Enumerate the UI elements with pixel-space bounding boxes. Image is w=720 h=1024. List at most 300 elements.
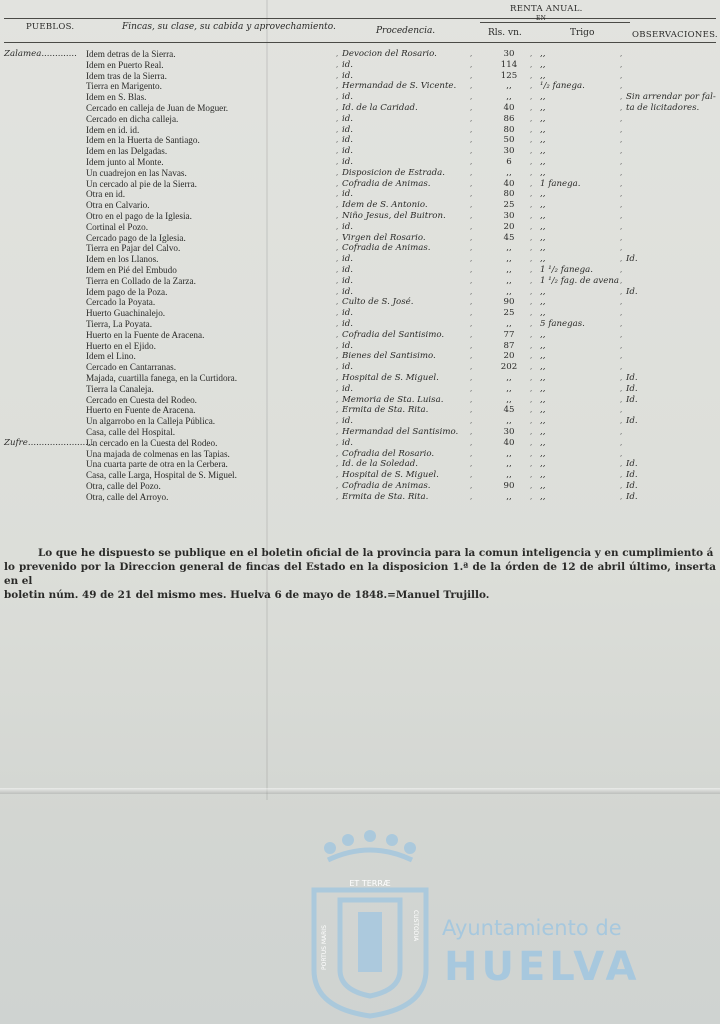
row-procedencia: Hermandad de S. Vicente. xyxy=(342,81,457,92)
table-row xyxy=(0,319,720,330)
row-finca: Casa, calle Larga, Hospital de S. Miguel. xyxy=(86,470,237,481)
row-finca: Idem en S. Blas. xyxy=(86,92,147,103)
row-procedencia: Cofradia del Santisimo. xyxy=(342,329,445,340)
row-trigo: ,, xyxy=(540,146,546,157)
row-rls: ,, xyxy=(506,319,512,329)
row-finca: Una cuarta parte de otra en la Cerbera. xyxy=(86,459,228,470)
trigo-tick: , xyxy=(530,233,533,242)
rls-tick: , xyxy=(470,363,473,372)
trigo-tick: , xyxy=(530,352,533,361)
procedencia-tick: , xyxy=(336,460,339,469)
obs-tick: , xyxy=(620,352,623,361)
row-procedencia: id. xyxy=(342,383,353,394)
trigo-tick: , xyxy=(530,471,533,480)
trigo-tick: , xyxy=(530,438,533,447)
row-trigo: ,, xyxy=(540,254,546,265)
procedencia-tick: , xyxy=(336,363,339,372)
obs-tick: , xyxy=(620,417,623,426)
row-observacion: ta de licitadores. xyxy=(626,103,700,113)
row-finca: Idem en las Delgadas. xyxy=(86,146,168,157)
row-procedencia: id. xyxy=(342,319,353,329)
row-observacion: Id. xyxy=(626,470,638,481)
procedencia-tick: , xyxy=(336,298,339,307)
row-trigo: ,, xyxy=(540,167,546,178)
row-rls: 87 xyxy=(503,340,515,351)
row-procedencia: id. xyxy=(342,113,353,124)
obs-tick: , xyxy=(620,136,623,145)
table-row xyxy=(0,427,720,438)
trigo-tick: , xyxy=(530,287,533,296)
procedencia-tick: , xyxy=(336,492,339,501)
table-row xyxy=(0,297,720,308)
trigo-tick: , xyxy=(530,276,533,285)
row-rls: 90 xyxy=(503,481,515,491)
procedencia-tick: , xyxy=(336,50,339,58)
rls-tick: , xyxy=(470,266,473,274)
procedencia-tick: , xyxy=(336,352,339,361)
trigo-tick: , xyxy=(530,309,533,318)
row-procedencia: id. xyxy=(342,362,353,373)
row-procedencia: Cofradia del Rosario. xyxy=(342,448,435,459)
row-trigo: ,, xyxy=(540,437,546,448)
table-row xyxy=(0,211,720,222)
obs-tick: , xyxy=(620,60,623,69)
row-trigo: 5 fanegas. xyxy=(540,319,585,329)
row-rls: 20 xyxy=(503,221,515,232)
col-fincas: Fincas, su clase, su cabida y aprovechamiento. xyxy=(122,22,336,32)
procedencia-tick: , xyxy=(336,201,339,210)
trigo-tick: , xyxy=(530,298,533,307)
row-observacion: Id. xyxy=(626,416,638,427)
procedencia-tick: , xyxy=(336,341,339,350)
row-rls: 77 xyxy=(503,329,515,340)
table-row xyxy=(0,341,720,352)
row-procedencia: id. xyxy=(342,308,353,319)
row-trigo: ,, xyxy=(540,481,546,491)
row-trigo: ,, xyxy=(540,394,546,405)
obs-tick: , xyxy=(620,438,623,447)
row-trigo: ,, xyxy=(540,92,546,103)
table-row xyxy=(0,416,720,427)
row-rls: 50 xyxy=(503,135,515,146)
procedencia-tick: , xyxy=(336,449,339,458)
col-renta: RENTA ANUAL. xyxy=(510,4,583,14)
row-procedencia: Hermandad del Santisimo. xyxy=(342,427,459,437)
row-finca: Tierra, La Poyata. xyxy=(86,319,152,329)
rls-tick: , xyxy=(470,201,473,210)
row-trigo: ,, xyxy=(540,113,546,124)
row-trigo: ,, xyxy=(540,70,546,81)
rls-tick: , xyxy=(470,93,473,102)
table-row xyxy=(0,395,720,406)
procedencia-tick: , xyxy=(336,147,339,156)
trigo-tick: , xyxy=(530,417,533,426)
row-trigo: ,, xyxy=(540,308,546,319)
procedencia-tick: , xyxy=(336,482,339,490)
table-row xyxy=(0,146,720,157)
table-row xyxy=(0,222,720,233)
table-row xyxy=(0,481,720,492)
obs-tick: , xyxy=(620,341,623,350)
row-rls: ,, xyxy=(506,373,512,383)
row-finca: Cercado en Cuesta del Rodeo. xyxy=(86,394,197,405)
row-procedencia: id. xyxy=(342,340,353,351)
obs-tick: , xyxy=(620,309,623,318)
obs-tick: , xyxy=(620,82,623,91)
row-procedencia: id. xyxy=(342,275,353,286)
table-row xyxy=(0,449,720,460)
row-procedencia: Niño Jesus, del Buitron. xyxy=(342,211,446,221)
procedencia-tick: , xyxy=(336,179,339,188)
row-finca: Idem en los Llanos. xyxy=(86,254,159,265)
table-row xyxy=(0,470,720,481)
paragraph-line-1: Lo que he dispuesto se publique en el boletin oficial de la provincia para la comun inteligencia y en cumplimiento á xyxy=(38,547,714,559)
rls-tick: , xyxy=(470,471,473,480)
procedencia-tick: , xyxy=(336,71,339,80)
row-pueblo: Zufre........................ xyxy=(4,437,94,448)
rls-tick: , xyxy=(470,136,473,145)
procedencia-tick: , xyxy=(336,438,339,447)
row-observacion: Id. xyxy=(626,481,638,491)
obs-tick: , xyxy=(620,428,623,436)
row-rls: ,, xyxy=(506,491,512,502)
row-procedencia: id. xyxy=(342,189,353,200)
table-row xyxy=(0,330,720,341)
rls-tick: , xyxy=(470,233,473,242)
trigo-tick: , xyxy=(530,104,533,112)
obs-tick: , xyxy=(620,395,623,404)
procedencia-tick: , xyxy=(336,287,339,296)
obs-tick: , xyxy=(620,471,623,480)
row-rls: 25 xyxy=(503,200,515,211)
obs-tick: , xyxy=(620,492,623,501)
row-rls: ,, xyxy=(506,265,512,275)
row-rls: 30 xyxy=(503,49,515,59)
row-rls: ,, xyxy=(506,243,512,254)
obs-tick: , xyxy=(620,320,623,328)
table-row xyxy=(0,254,720,265)
obs-tick: , xyxy=(620,50,623,58)
obs-tick: , xyxy=(620,93,623,102)
row-rls: 80 xyxy=(503,189,515,200)
row-finca: Otra, calle del Pozo. xyxy=(86,481,161,491)
row-finca: Un cercado en la Cuesta del Rodeo. xyxy=(86,437,218,448)
row-observacion: Id. xyxy=(626,373,638,383)
obs-tick: , xyxy=(620,384,623,393)
row-finca: Cercado en calleja de Juan de Moguer. xyxy=(86,103,229,113)
row-trigo: ,, xyxy=(540,189,546,200)
row-rls: 45 xyxy=(503,405,515,416)
row-rls: ,, xyxy=(506,286,512,297)
row-rls: ,, xyxy=(506,81,512,92)
row-finca: Una majada de colmenas en las Tapias. xyxy=(86,448,230,459)
row-trigo: ,, xyxy=(540,286,546,297)
procedencia-tick: , xyxy=(336,190,339,199)
row-trigo: ,, xyxy=(540,49,546,59)
row-procedencia: Virgen del Rosario. xyxy=(342,232,426,243)
procedencia-tick: , xyxy=(336,406,339,415)
row-finca: Huerto Guachinalejo. xyxy=(86,308,166,319)
row-trigo: ,, xyxy=(540,157,546,167)
trigo-tick: , xyxy=(530,406,533,415)
rls-tick: , xyxy=(470,71,473,80)
obs-tick: , xyxy=(620,276,623,285)
trigo-tick: , xyxy=(530,212,533,220)
header-top-rule xyxy=(4,18,716,19)
watermark-left-band: PORTUS MARIS xyxy=(321,925,328,970)
row-finca: Majada, cuartilla fanega, en la Curtidora. xyxy=(86,373,238,383)
row-trigo: ,, xyxy=(540,448,546,459)
row-rls: 114 xyxy=(500,59,518,70)
trigo-tick: , xyxy=(530,50,533,58)
table-row xyxy=(0,49,720,60)
obs-tick: , xyxy=(620,363,623,372)
trigo-tick: , xyxy=(530,147,533,156)
procedencia-tick: , xyxy=(336,428,339,436)
trigo-tick: , xyxy=(530,190,533,199)
table-row xyxy=(0,179,720,190)
obs-tick: , xyxy=(620,104,623,112)
row-trigo: 1 ¹/₂ fanega. xyxy=(540,265,593,275)
row-rls: 80 xyxy=(503,124,515,135)
procedencia-tick: , xyxy=(336,222,339,231)
procedencia-tick: , xyxy=(336,104,339,112)
renta-rule xyxy=(480,22,630,23)
row-trigo: ,, xyxy=(540,340,546,351)
row-observacion: Id. xyxy=(626,254,638,265)
row-procedencia: id. xyxy=(342,416,353,427)
row-finca: Tierra en Pajar del Calvo. xyxy=(86,243,181,254)
col-procedencia: Procedencia. xyxy=(376,26,436,36)
table-row xyxy=(0,125,720,136)
row-trigo: ,, xyxy=(540,351,546,362)
row-procedencia: id. xyxy=(342,146,353,157)
row-rls: ,, xyxy=(506,275,512,286)
rls-tick: , xyxy=(470,114,473,123)
trigo-tick: , xyxy=(530,384,533,393)
row-trigo: ,, xyxy=(540,459,546,470)
rls-tick: , xyxy=(470,104,473,112)
row-procedencia: id. xyxy=(342,92,353,103)
procedencia-tick: , xyxy=(336,93,339,102)
row-procedencia: id. xyxy=(342,286,353,297)
row-rls: ,, xyxy=(506,383,512,394)
row-procedencia: Devocion del Rosario. xyxy=(342,49,437,59)
table-header xyxy=(0,0,720,48)
row-procedencia: Cofradia de Animas. xyxy=(342,178,431,189)
row-procedencia: Culto de S. José. xyxy=(342,297,414,308)
row-trigo: ,, xyxy=(540,221,546,232)
table-row xyxy=(0,276,720,287)
rls-tick: , xyxy=(470,449,473,458)
row-procedencia: Idem de S. Antonio. xyxy=(342,200,428,211)
row-finca: Un cuadrejon en las Navas. xyxy=(86,167,187,178)
row-trigo: ,, xyxy=(540,373,546,383)
rls-tick: , xyxy=(470,244,473,253)
row-observacion: Id. xyxy=(626,459,638,470)
row-procedencia: id. xyxy=(342,124,353,135)
procedencia-tick: , xyxy=(336,309,339,318)
obs-tick: , xyxy=(620,212,623,220)
row-finca: Idem en id. id. xyxy=(86,124,140,135)
table-row xyxy=(0,135,720,146)
procedencia-tick: , xyxy=(336,244,339,253)
row-finca: Un cercado al pie de la Sierra. xyxy=(86,178,197,189)
trigo-tick: , xyxy=(530,428,533,436)
rls-tick: , xyxy=(470,428,473,436)
row-trigo: ,, xyxy=(540,362,546,373)
row-trigo: ,, xyxy=(540,200,546,211)
row-rls: 45 xyxy=(503,232,515,243)
procedencia-tick: , xyxy=(336,471,339,480)
row-procedencia: id. xyxy=(342,70,353,81)
rls-tick: , xyxy=(470,255,473,264)
obs-tick: , xyxy=(620,244,623,253)
trigo-tick: , xyxy=(530,93,533,102)
trigo-tick: , xyxy=(530,222,533,231)
rls-tick: , xyxy=(470,298,473,307)
row-procedencia: Bienes del Santisimo. xyxy=(342,351,436,362)
row-procedencia: Memoria de Sta. Luisa. xyxy=(342,394,444,405)
trigo-tick: , xyxy=(530,255,533,264)
rls-tick: , xyxy=(470,492,473,501)
row-finca: Otra, calle del Arroyo. xyxy=(86,491,169,502)
row-trigo: ,, xyxy=(540,103,546,113)
table-row xyxy=(0,492,720,503)
obs-tick: , xyxy=(620,222,623,231)
row-procedencia: id. xyxy=(342,135,353,146)
rls-tick: , xyxy=(470,147,473,156)
table-row xyxy=(0,438,720,449)
trigo-tick: , xyxy=(530,114,533,123)
trigo-tick: , xyxy=(530,60,533,69)
row-finca: Cortinal el Pozo. xyxy=(86,221,149,232)
row-procedencia: Cofradia de Animas. xyxy=(342,243,431,254)
trigo-tick: , xyxy=(530,179,533,188)
procedencia-tick: , xyxy=(336,276,339,285)
obs-tick: , xyxy=(620,449,623,458)
closing-paragraph xyxy=(4,546,716,602)
table-row xyxy=(0,243,720,254)
row-rls: ,, xyxy=(506,92,512,103)
row-finca: Cercado la Poyata. xyxy=(86,297,156,308)
row-rls: ,, xyxy=(506,416,512,427)
procedencia-tick: , xyxy=(336,417,339,426)
table-row xyxy=(0,384,720,395)
rls-tick: , xyxy=(470,212,473,220)
procedencia-tick: , xyxy=(336,212,339,220)
row-rls: 40 xyxy=(503,437,515,448)
trigo-tick: , xyxy=(530,341,533,350)
row-rls: 25 xyxy=(503,308,515,319)
row-procedencia: Cofradia de Animas. xyxy=(342,481,431,491)
row-rls: 90 xyxy=(503,297,515,308)
row-rls: ,, xyxy=(506,459,512,470)
col-pueblos: PUEBLOS. xyxy=(26,22,75,32)
huelva-coat-of-arms-watermark xyxy=(300,820,440,1020)
watermark-ayuntamiento: Ayuntamiento de xyxy=(442,916,622,940)
row-trigo: ,, xyxy=(540,243,546,254)
trigo-tick: , xyxy=(530,320,533,328)
paragraph-line-2: lo prevenido por la Direccion general de fincas del Estado en la disposicion 1.ª de la órden de 12 de abril último, inserta en el xyxy=(4,561,716,587)
row-rls: ,, xyxy=(506,448,512,459)
row-finca: Cercado en dicha calleja. xyxy=(86,113,179,124)
header-bottom-rule xyxy=(4,42,716,43)
row-finca: Otra en id. xyxy=(86,189,126,200)
row-rls: 202 xyxy=(500,362,518,373)
trigo-tick: , xyxy=(530,330,533,339)
table-row xyxy=(0,308,720,319)
rls-tick: , xyxy=(470,179,473,188)
col-observaciones: OBSERVACIONES. xyxy=(632,30,718,40)
row-rls: 40 xyxy=(503,178,515,189)
row-finca: Casa, calle del Hospital. xyxy=(86,427,176,437)
table-row xyxy=(0,189,720,200)
trigo-tick: , xyxy=(530,201,533,210)
row-finca: Tierra la Canaleja. xyxy=(86,383,154,394)
row-trigo: ,, xyxy=(540,427,546,437)
table-row xyxy=(0,114,720,125)
procedencia-tick: , xyxy=(336,158,339,166)
rls-tick: , xyxy=(470,276,473,285)
row-finca: Idem tras de la Sierra. xyxy=(86,70,167,81)
trigo-tick: , xyxy=(530,82,533,91)
table-row xyxy=(0,71,720,82)
procedencia-tick: , xyxy=(336,114,339,123)
rls-tick: , xyxy=(470,341,473,350)
row-finca: Huerto en Fuente de Aracena. xyxy=(86,405,196,416)
paper-fold xyxy=(0,788,720,794)
row-pueblo: Zalamea............. xyxy=(4,49,77,59)
col-trigo: Trigo xyxy=(570,28,595,38)
row-trigo: ,, xyxy=(540,232,546,243)
row-finca: Cercado pago de la Iglesia. xyxy=(86,232,186,243)
rls-tick: , xyxy=(470,384,473,393)
obs-tick: , xyxy=(620,158,623,166)
row-procedencia: Id. de la Soledad. xyxy=(342,459,419,470)
row-rls: ,, xyxy=(506,470,512,481)
row-finca: Idem junto al Monte. xyxy=(86,157,164,167)
row-rls: ,, xyxy=(506,167,512,178)
row-finca: Un algarrobo en la Calleja Pública. xyxy=(86,416,216,427)
watermark-right-band: CUSTODIA xyxy=(412,910,419,942)
row-procedencia: Hospital de S. Miguel. xyxy=(342,373,439,383)
obs-tick: , xyxy=(620,147,623,156)
trigo-tick: , xyxy=(530,492,533,501)
row-trigo: ,, xyxy=(540,416,546,427)
row-observacion: Id. xyxy=(626,394,638,405)
procedencia-tick: , xyxy=(336,395,339,404)
obs-tick: , xyxy=(620,287,623,296)
table-row xyxy=(0,92,720,103)
procedencia-tick: , xyxy=(336,233,339,242)
row-rls: 30 xyxy=(503,427,515,437)
trigo-tick: , xyxy=(530,71,533,80)
obs-tick: , xyxy=(620,374,623,382)
rls-tick: , xyxy=(470,320,473,328)
table-row xyxy=(0,81,720,92)
obs-tick: , xyxy=(620,168,623,177)
row-trigo: ,, xyxy=(540,470,546,481)
row-finca: Idem en Puerto Real. xyxy=(86,59,164,70)
table-row xyxy=(0,265,720,276)
obs-tick: , xyxy=(620,255,623,264)
row-finca: Idem en Pié del Embudo xyxy=(86,265,177,275)
obs-tick: , xyxy=(620,460,623,469)
row-procedencia: Disposicion de Estrada. xyxy=(342,167,445,178)
procedencia-tick: , xyxy=(336,168,339,177)
trigo-tick: , xyxy=(530,244,533,253)
